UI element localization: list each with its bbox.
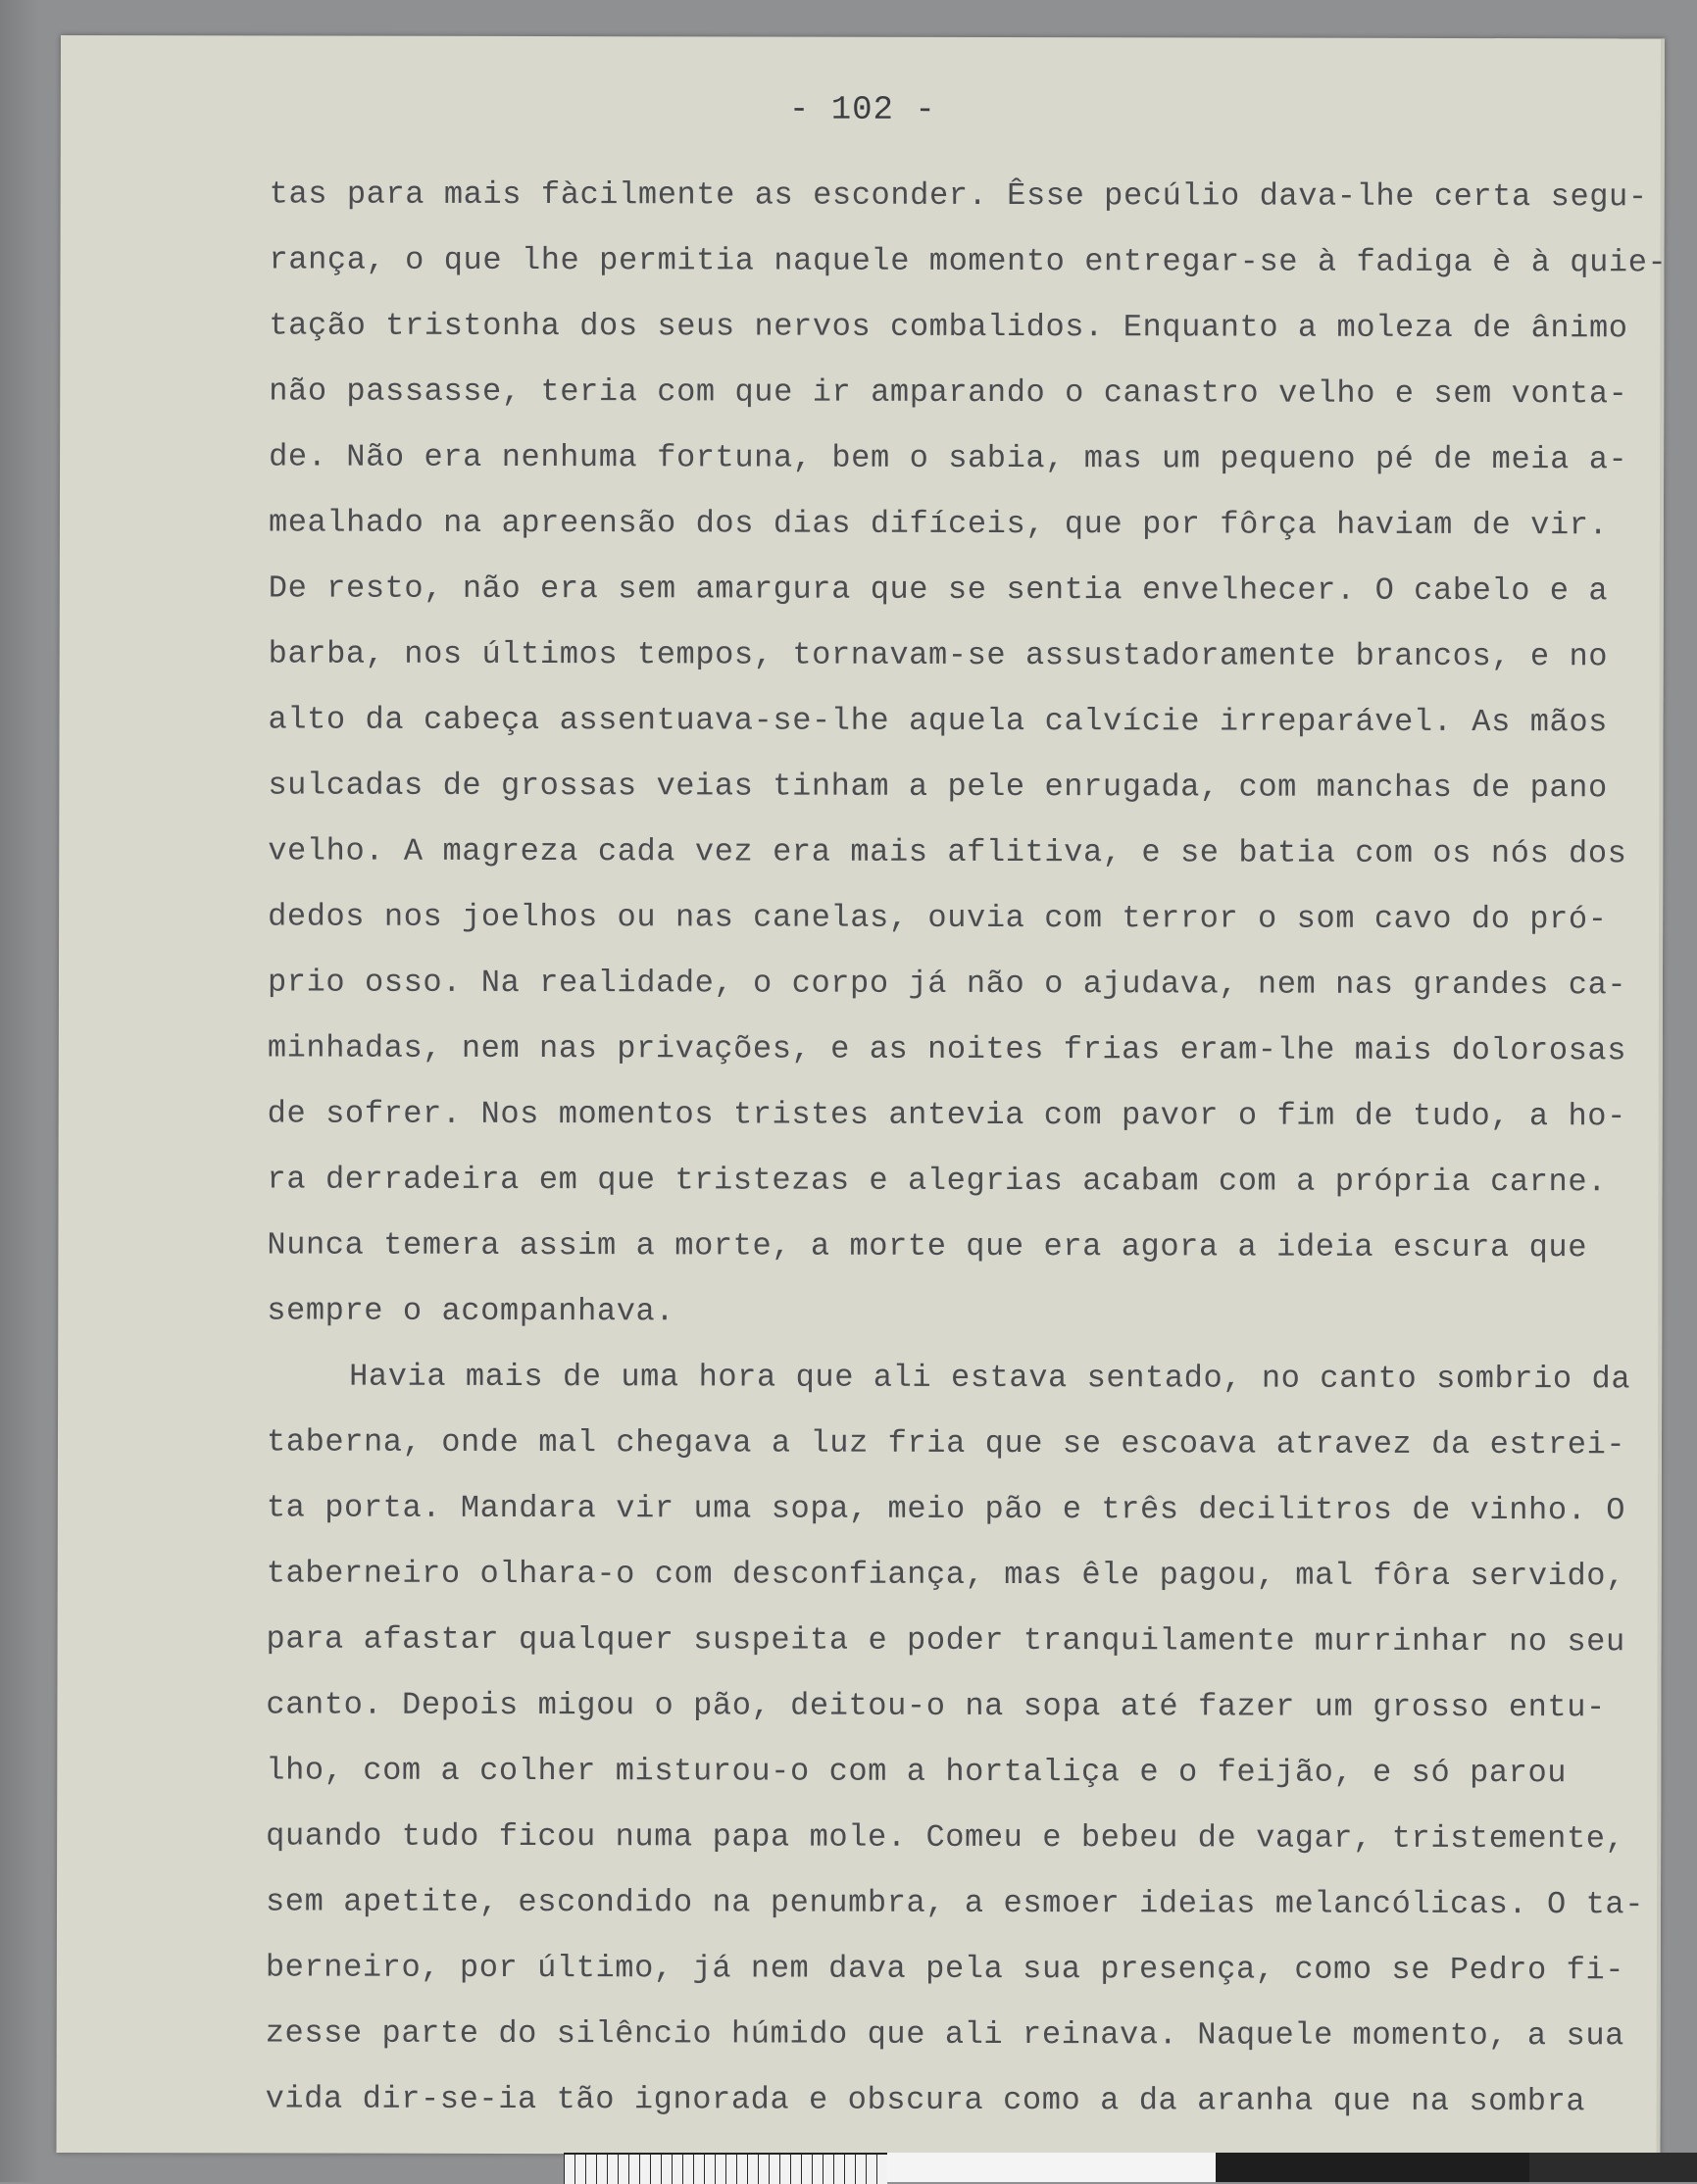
text-line: tação tristonha dos seus nervos combalidos. Enquanto a moleza de ânimo (269, 307, 1628, 347)
text-line: sulcadas de grossas veias tinham a pele enrugada, com manchas de pano (268, 767, 1608, 807)
color-calibration-patch (1529, 2153, 1697, 2182)
text-line: taberneiro olhara-o com desconfiança, mas êle pagou, mal fôra servido, (266, 1555, 1625, 1595)
text-line: rança, o que lhe permitia naquele momento entregar-se à fadiga è à quie- (269, 241, 1668, 281)
text-line: para afastar qualquer suspeita e poder tranquilamente murrinhar no seu (266, 1620, 1625, 1661)
text-line: dedos nos joelhos ou nas canelas, ouvia com terror o som cavo do pró- (268, 898, 1608, 938)
page-body (266, 161, 1672, 2134)
text-line: taberna, onde mal chegava a luz fria que se escoava atravez da estrei- (266, 1423, 1626, 1464)
text-line: tas para mais fàcilmente as esconder. Êsse pecúlio dava-lhe certa segu- (269, 175, 1648, 216)
text-line: sem apetite, escondido na penumbra, a esmoer ideias melancólicas. O ta- (265, 1883, 1645, 1923)
paragraph-start-line: Havia mais de uma hora que ali estava sentado, no canto sombrio da (349, 1358, 1631, 1398)
scale-ruler (564, 2153, 887, 2184)
text-line: mealhado na apreensão dos dias difíceis, que por fôrça haviam de vir. (268, 504, 1609, 544)
text-line: de sofrer. Nos momentos tristes antevia com pavor o fim de tudo, a ho- (267, 1095, 1626, 1135)
text-line: sempre o acompanhava. (267, 1292, 675, 1330)
text-line: De resto, não era sem amargura que se sentia envelhecer. O cabelo e a (268, 570, 1609, 610)
text-line: ta porta. Mandara vir uma sopa, meio pão e três decilitros de vinho. O (266, 1489, 1626, 1529)
text-line: canto. Depois migou o pão, deitou-o na sopa até fazer um grosso entu- (266, 1686, 1606, 1726)
text-line: zesse parte do silêncio húmido que ali reinava. Naquele momento, a sua (265, 2014, 1624, 2055)
text-line: de. Não era nenhuma fortuna, bem o sabia, mas um pequeno pé de meia a- (269, 438, 1628, 478)
text-line: velho. A magreza cada vez era mais aflitiva, e se batia com os nós dos (268, 832, 1627, 872)
text-line: quando tudo ficou numa papa mole. Comeu e bebeu de vagar, tristemente, (266, 1817, 1625, 1858)
text-line: Nunca temera assim a morte, a morte que era agora a ideia escura que (267, 1226, 1588, 1266)
text-line: ra derradeira em que tristezas e alegrias acabam com a própria carne. (267, 1161, 1608, 1201)
text-line: barba, nos últimos tempos, tornavam-se assustadoramente brancos, e no (268, 635, 1609, 675)
text-line: lho, com a colher misturou-o com a hortaliça e o feijão, e só parou (266, 1752, 1568, 1792)
text-line: não passasse, teria com que ir amparando o canastro velho e sem vonta- (269, 372, 1628, 413)
typewritten-page (56, 35, 1668, 2156)
text-line: berneiro, por último, já nem dava pela sua presença, como se Pedro fi- (265, 1949, 1625, 1989)
text-line: vida dir-se-ia tão ignorada e obscura como a da aranha que na sombra (265, 2080, 1586, 2120)
scale-ruler-blank (887, 2153, 1216, 2182)
text-line: prio osso. Na realidade, o corpo já não o ajudava, nem nas grandes ca- (267, 964, 1627, 1004)
text-line: alto da cabeça assentuava-se-lhe aquela calvície irreparável. As mãos (268, 701, 1608, 741)
text-line: minhadas, nem nas privações, e as noites frias eram-lhe mais dolorosas (267, 1029, 1627, 1069)
page-number: - 102 - (788, 91, 936, 129)
